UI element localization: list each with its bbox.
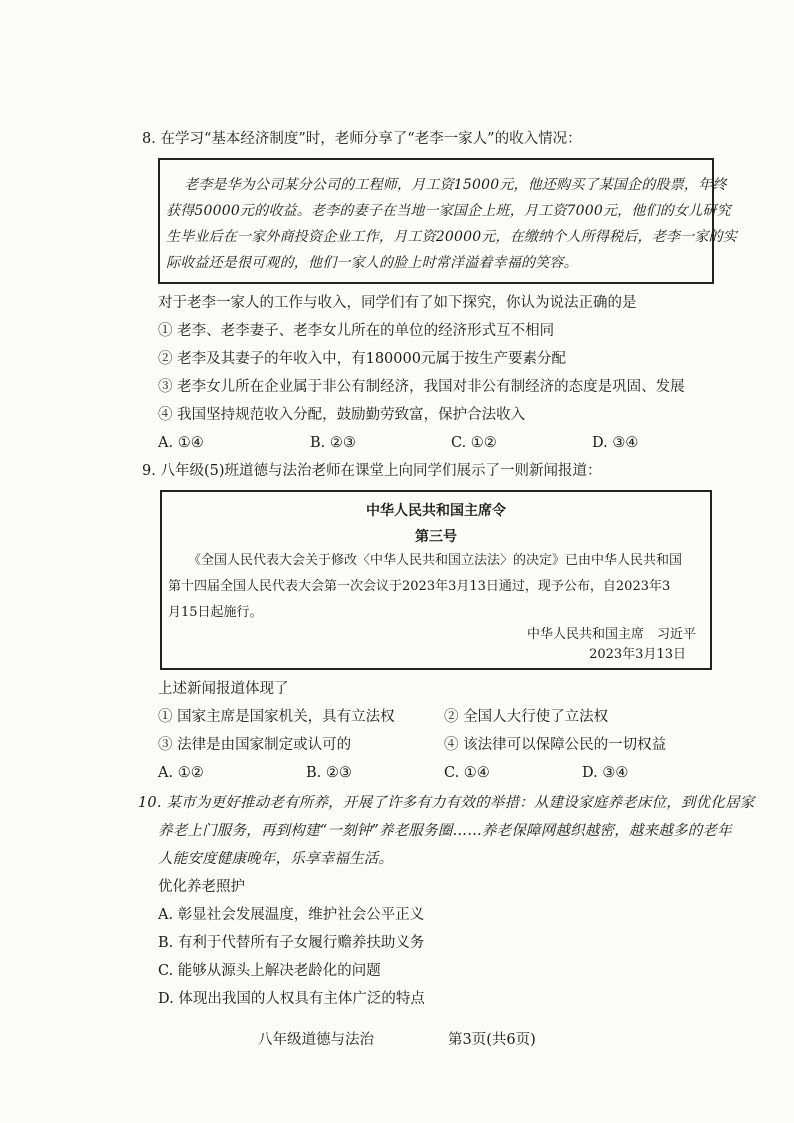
q9-option-d[interactable]: D. ③④ [582, 765, 629, 781]
footer-subject: 八年级道德与法治 [258, 1032, 374, 1048]
q9-option-c[interactable]: C. ①④ [444, 765, 490, 781]
q8-option-d[interactable]: D. ③④ [592, 435, 639, 451]
q8-material-box [158, 158, 737, 284]
q9-statement-2: ② 全国人大行使了立法权 [444, 709, 609, 725]
q9-box-date: 2023年3月13日 [589, 647, 686, 662]
q8-statement-4: ④ 我国坚持规范收入分配，鼓励勤劳致富，保护合法收入 [158, 407, 526, 423]
q9-statement-3: ③ 法律是由国家制定或认可的 [158, 737, 352, 753]
q8-box-line-2: 获得50000元的收益。老李的妻子在当地一家国企上班，月工资7000元，他们的女儿研究 [166, 203, 731, 219]
q8-box-line-4: 际收益还是很可观的，他们一家人的脸上时常洋溢着幸福的笑容。 [166, 255, 578, 271]
q9-box-title: 中华人民共和国主席令 [366, 503, 506, 519]
q8-option-c[interactable]: C. ①② [451, 435, 497, 451]
q9-statement-4: ④ 该法律可以保障公民的一切权益 [444, 737, 667, 753]
q8-box-line-3: 生毕业后在一家外商投资企业工作，月工资20000元，在缴纳个人所得税后，老李一家的实 [166, 229, 737, 245]
q10-stem-line-1: 10. 某市为更好推动老有所养，开展了许多有力有效的举措：从建设家庭养老床位，到优化居家 [138, 795, 755, 811]
q8-statement-3: ③ 老李女儿所在企业属于非公有制经济，我国对非公有制经济的态度是巩固、发展 [158, 379, 685, 395]
q10-option-d[interactable]: D. 体现出我国的人权具有主体广泛的特点 [158, 991, 425, 1007]
q9-news-box [160, 490, 712, 670]
q9-option-b[interactable]: B. ②③ [306, 765, 352, 781]
q9-stem: 9. 八年级(5)班道德与法治老师在课堂上向同学们展示了一则新闻报道： [142, 463, 602, 479]
q10-stem-line-3: 人能安度健康晚年，乐享幸福生活。 [158, 851, 394, 867]
q10-question: 优化养老照护 [158, 879, 245, 895]
q8-question: 对于老李一家人的工作与收入，同学们有了如下探究，你认为说法正确的是 [158, 295, 637, 311]
q8-statement-2: ② 老李及其妻子的年收入中，有180000元属于按生产要素分配 [158, 351, 566, 367]
q9-option-a[interactable]: A. ①② [158, 765, 204, 781]
q9-box-line-1: 《全国人民代表大会关于修改〈中华人民共和国立法法〉的决定》已由中华人民共和国 [188, 553, 683, 568]
q8-option-a[interactable]: A. ①④ [158, 435, 204, 451]
q9-box-signature: 中华人民共和国主席 习近平 [526, 627, 696, 642]
q8-stem: 8. 在学习“基本经济制度”时，老师分享了“老李一家人”的收入情况： [142, 131, 582, 147]
q10-stem-line-2: 养老上门服务，再到构建“一刻钟”养老服务圈……养老保障网越织越密，越来越多的老年 [158, 823, 732, 839]
q9-box-line-3: 月15日起施行。 [168, 605, 263, 620]
q10-option-b[interactable]: B. 有利于代替所有子女履行赡养扶助义务 [158, 935, 425, 951]
q10-option-c[interactable]: C. 能够从源头上解决老龄化的问题 [158, 963, 381, 979]
q9-box-line-2: 第十四届全国人民代表大会第一次会议于2023年3月13日通过，现予公布，自2023年3 [168, 579, 671, 594]
q8-box-line-1: 老李是华为公司某分公司的工程师，月工资15000元，他还购买了某国企的股票，年终 [184, 177, 727, 193]
footer-page-number: 第3页(共6页) [448, 1032, 536, 1048]
q9-question: 上述新闻报道体现了 [158, 681, 289, 697]
q9-box-subtitle: 第三号 [415, 529, 457, 545]
q9-statement-1: ① 国家主席是国家机关，具有立法权 [158, 709, 395, 725]
q8-statement-1: ① 老李、老李妻子、老李女儿所在的单位的经济形式互不相同 [158, 323, 555, 339]
q10-option-a[interactable]: A. 彰显社会发展温度，维护社会公平正义 [158, 907, 425, 923]
q8-option-b[interactable]: B. ②③ [310, 435, 356, 451]
